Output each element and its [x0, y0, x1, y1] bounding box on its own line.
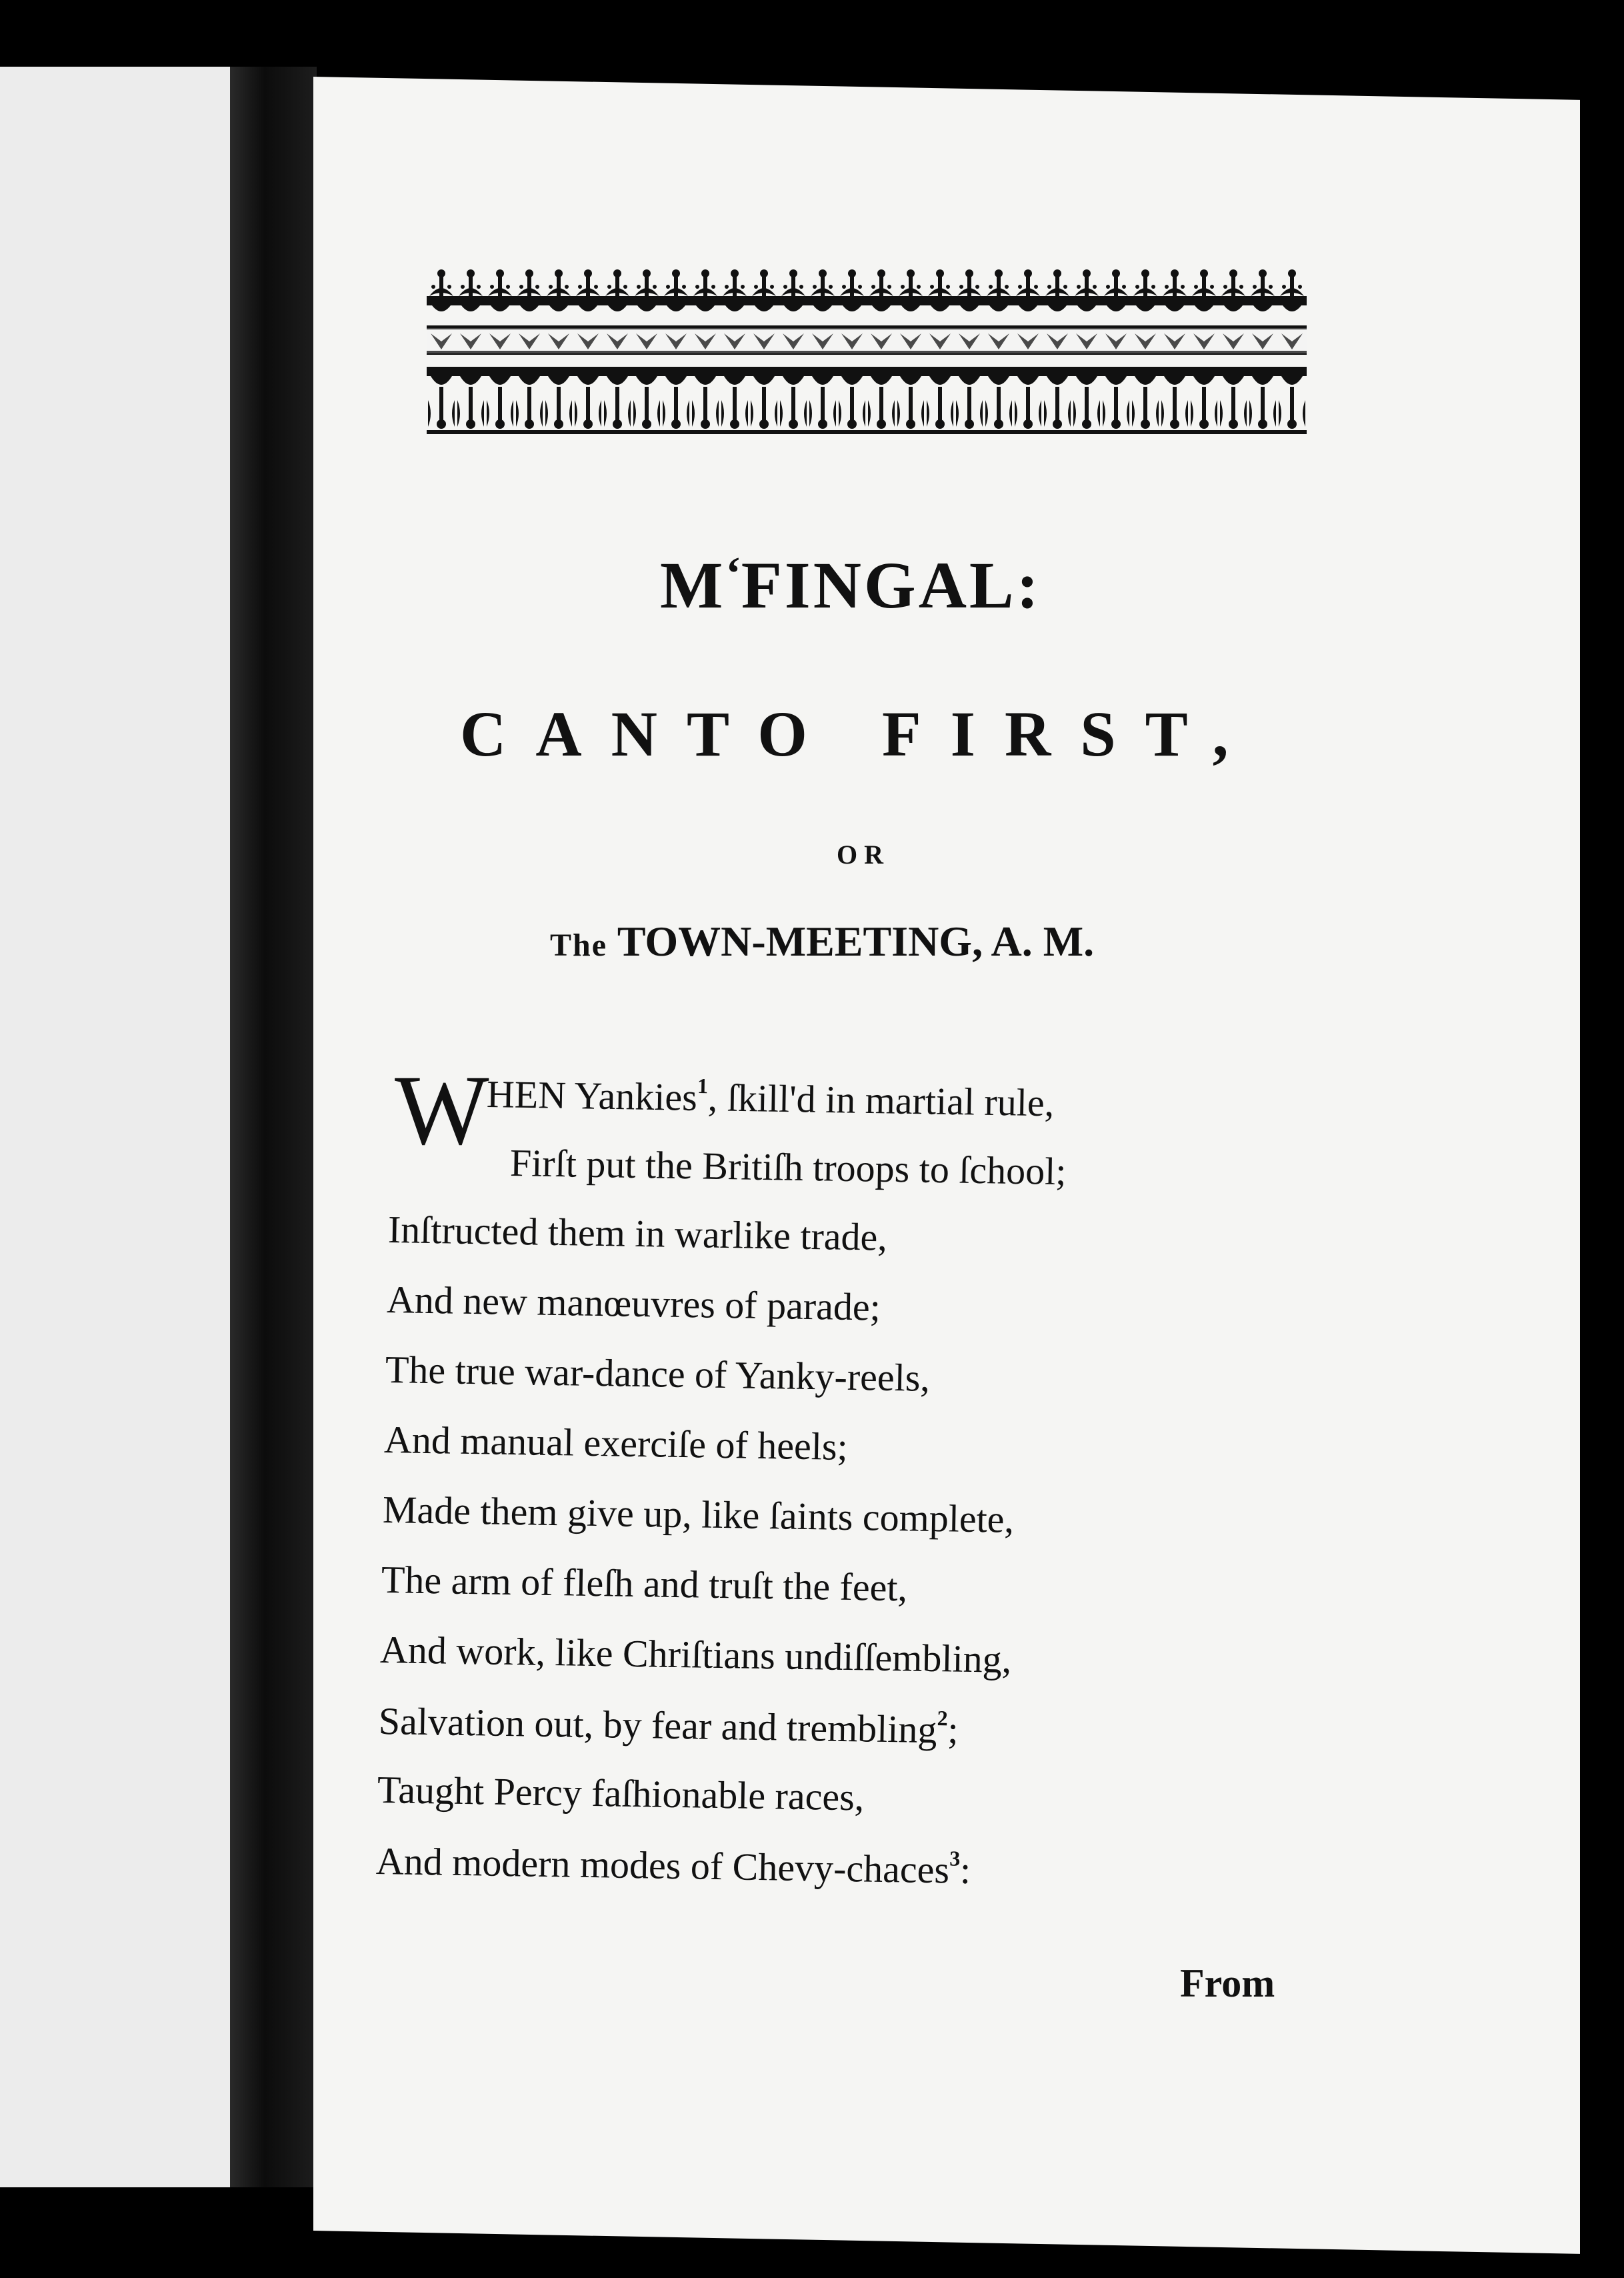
verse-line-text: Salvation out, by fear and trembling [378, 1699, 937, 1752]
verse-line: And new manœuvres of parade; [386, 1278, 881, 1329]
title-main: FINGAL: [741, 548, 1041, 622]
verse-line: Inſtructed them in warlike trade, [387, 1208, 888, 1259]
catchword: From [1180, 1961, 1275, 2005]
verse-line [486, 1070, 1054, 1125]
title-superscript: ‘ [725, 548, 741, 600]
canto-heading: CANTO FIRST, [460, 698, 1258, 770]
footnote-marker: 3 [949, 1846, 961, 1871]
verse-line: And work, like Chriſtians undiſſembling, [379, 1628, 1012, 1681]
subtitle-main: TOWN-MEETING, A. M. [617, 918, 1095, 965]
verse-line: The arm of fleſh and truſt the feet, [381, 1558, 908, 1610]
verse-line-tail: ; [947, 1708, 959, 1752]
or-separator: OR [837, 840, 890, 870]
verse-line: Taught Percy faſhionable races, [377, 1768, 865, 1819]
verse-line [378, 1697, 959, 1753]
verse-line-tail: , ſkill'd in martial rule, [707, 1076, 1055, 1125]
verse-line-text: And modern modes of Chevy-chaces [375, 1839, 950, 1892]
drop-cap: W [395, 1055, 489, 1166]
verse-line [375, 1837, 971, 1893]
footnote-marker: 1 [697, 1073, 709, 1098]
subtitle-the: The [550, 928, 608, 963]
title-prefix: M [660, 548, 726, 622]
verse-line: Made them give up, like ſaints complete, [382, 1488, 1015, 1541]
verse-line: Firſt put the Britiſh troops to ſchool; [509, 1141, 1067, 1194]
footnote-marker: 2 [937, 1706, 949, 1731]
verse-line-tail: : [959, 1848, 971, 1893]
verse-line: The true war-dance of Yanky-reels, [385, 1348, 931, 1400]
verse-line: And manual exerciſe of heels; [383, 1418, 849, 1468]
verse-line-text: HEN Yankies [486, 1072, 698, 1119]
